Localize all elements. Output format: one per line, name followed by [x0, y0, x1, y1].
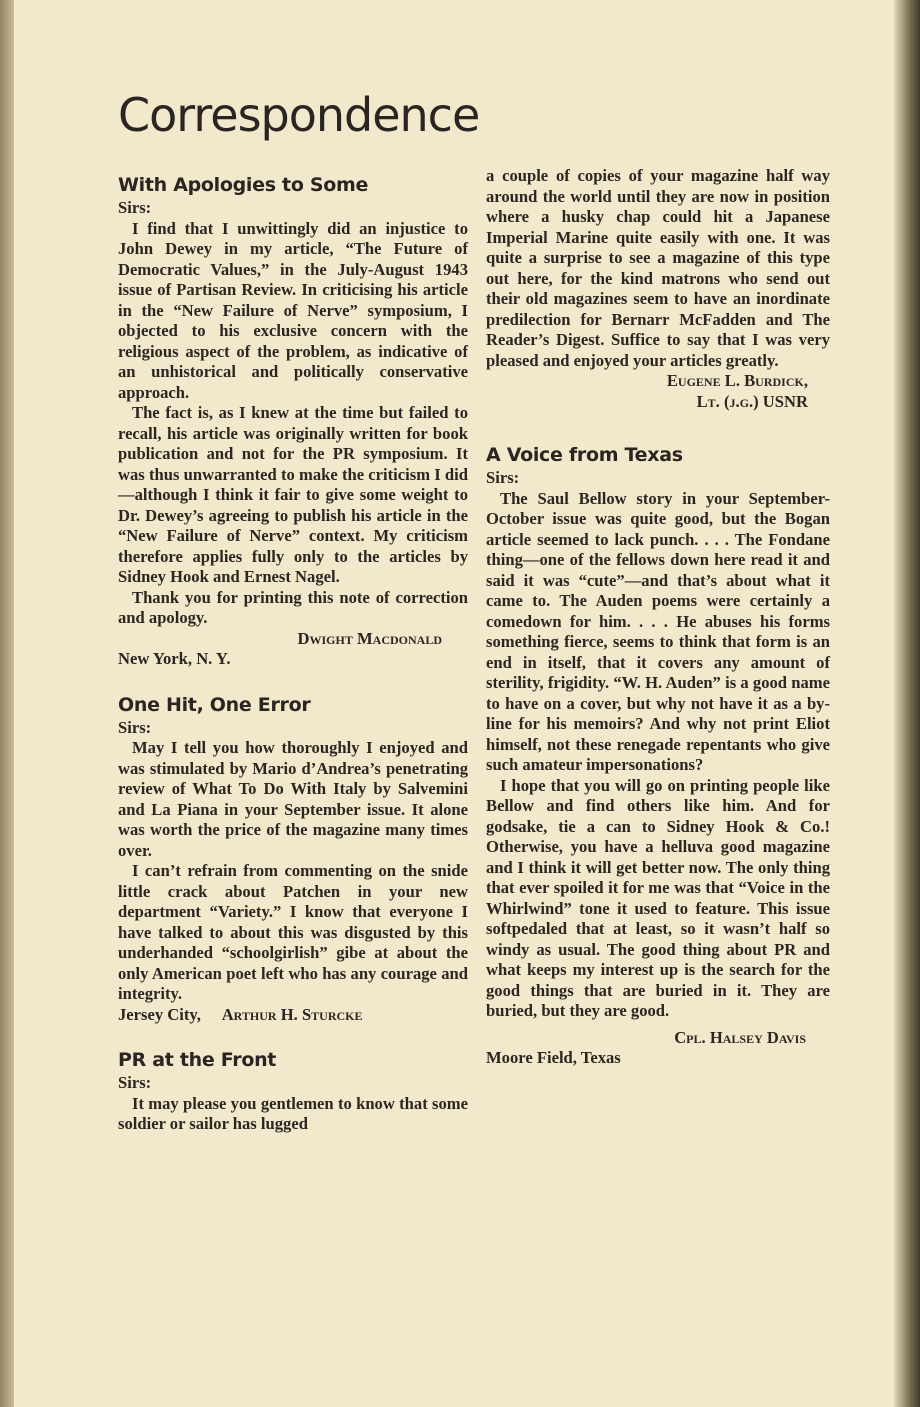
left-column — [118, 172, 468, 1135]
signature-line — [118, 1005, 468, 1026]
salutation: Sirs: — [486, 468, 520, 487]
paragraph: I can’t refrain from commenting on the snide little crack about Patchen in your new department “Variety.” I know that everyone I have talked to about this was disgusted by this underhanded “schoolgirlish” gibe at about the only American poet left who has any courage and integrity. — [118, 861, 468, 1003]
letter-with-apologies — [118, 172, 468, 670]
paragraph: The fact is, as I knew at the time but failed to recall, his article was originally written for book publication and not for the PR symposium. It was thus unwarranted to make the criticism I did—although I think it fair to give some weight to Dr. Dewey’s agreeing to publish his article in the “New Failure of Nerve” context. My criticism therefore applies fully only to the articles by Sidney Hook and Ernest Nagel. — [118, 403, 468, 586]
signature: Eugene L. Burdick, — [666, 371, 808, 390]
signature: Dwight Macdonald — [297, 628, 442, 648]
signature-rank: Lt. (j.g.) USNR — [696, 391, 808, 411]
letter-heading: PR at the Front — [118, 1049, 277, 1071]
salutation: Sirs: — [118, 717, 152, 737]
paragraph: The Saul Bellow story in your September-October issue was quite good, but the Bogan article seemed to lack punch. . . . The Fondane thing—one of the fellows down here read it and said it was “cute”—and that’s about what it came to. The Auden poems were certainly a comedown for him. . . . He abuses his forms something fierce, seems to think that form is an end in itself, that it covers any amount of sterility, frigidity. “W. H. Auden” is a good name to have on a cover, but why not have it as a by-line for his memoirs? And why not print Eliot himself, not these renegade repentants who give such amateur impersonations? — [486, 488, 830, 774]
paragraph: I find that I unwittingly did an injustice to John Dewey in my article, “The Future of Democratic Values,” in the July-August 1943 issue of Partisan Review. In criticising his article in the “New Failure of Nerve” symposium, I objected to his exclusive concern with the religious aspect of the problem, as indicative of an unhistorical and politically conservative approach. — [118, 218, 468, 402]
letter-heading: One Hit, One Error — [118, 693, 311, 716]
signature: Arthur H. Sturcke — [221, 1004, 363, 1024]
place: Jersey City, — [118, 1004, 201, 1024]
paragraph: I hope that you will go on printing people like Bellow and find others like him. And for godsake, tie a can to Sidney Hook & Co.! Otherwise, you have a helluva good magazine and I think it will get better now. The only thing that ever spoiled it for me was that “Voice in the Whirlwind” tone it used to feature. This issue softpedaled that at least, so it wasn’t half so windy as usual. The good thing about PR and what keeps my interest up is the search for the good things that are buried in it. They are buried, but they are good. — [486, 775, 830, 1020]
page-right-edge — [894, 0, 920, 1407]
place: New York, N. Y. — [118, 649, 231, 668]
signature: Cpl. Halsey Davis — [674, 1027, 806, 1047]
salutation: Sirs: — [118, 198, 152, 217]
paragraph: May I tell you how thoroughly I enjoyed and was stimulated by Mario d’Andrea’s penetrating review of What To Do With Italy by Salvemini and La Piana in your September issue. It alone was worth the price of the magazine many times over. — [118, 738, 468, 860]
place: Moore Field, Texas — [486, 1048, 621, 1067]
paragraph-start: It may please you gentlemen to know that some soldier or sailor has lugged — [118, 1093, 468, 1133]
letter-one-hit — [118, 692, 468, 1026]
page-title: Correspondence — [118, 88, 480, 142]
right-column — [486, 166, 830, 1069]
page-spine-edge — [0, 0, 14, 1407]
paragraph: Thank you for printing this note of correction and apology. — [118, 587, 468, 627]
salutation: Sirs: — [118, 1073, 152, 1092]
letter-heading: With Apologies to Some — [118, 174, 369, 196]
paragraph-continued: a couple of copies of your magazine half way around the world until they are now in position where a husky chap could hit a Japanese Imperial Marine quite easily with one. It was quite a surprise to see a magazine of this type out here, for the kind matrons who send out their old magazines seem to have an inordinate predilection for Bernarr McFadden and The Reader’s Digest. Suffice to say that I was very pleased and enjoyed your articles greatly. — [486, 166, 830, 370]
letter-pr-at-front — [118, 1047, 468, 1135]
letter-voice-from-texas — [486, 442, 830, 1069]
letter-heading: A Voice from Texas — [486, 444, 683, 466]
